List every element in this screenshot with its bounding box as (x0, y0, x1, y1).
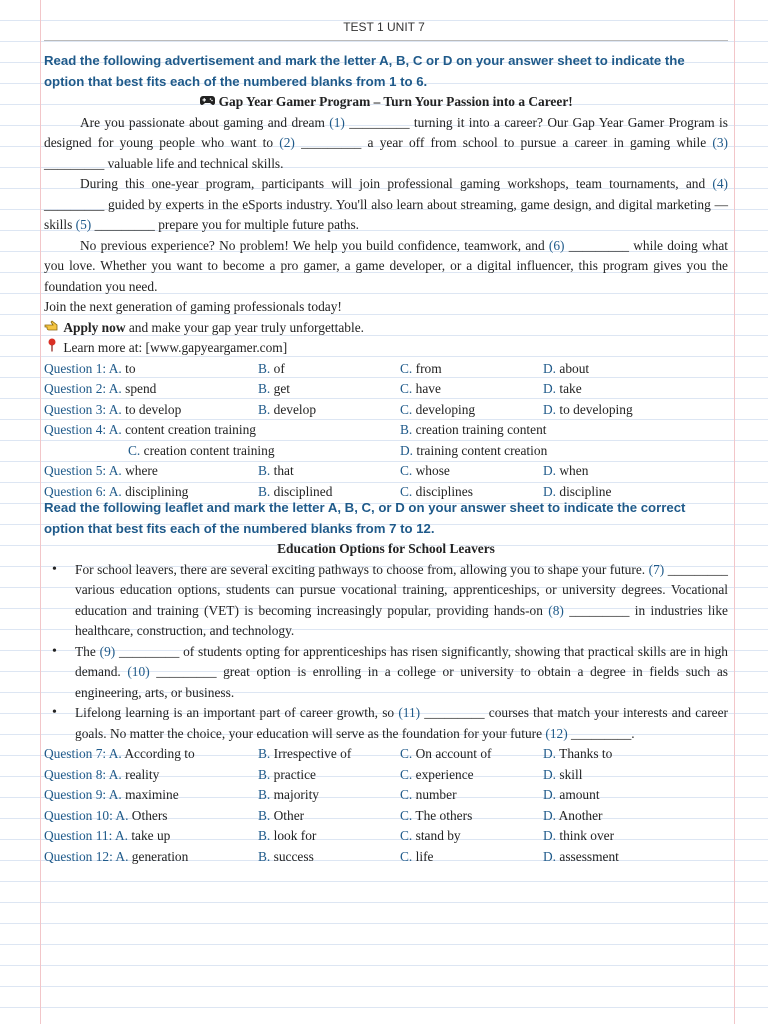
leaflet-bullet-3: • Lifelong learning is an important part of career growth, so (11) _________ courses that match your interests and career goals. No matter the choice, your education will serve as the foundation for your future (12) _________. (44, 703, 728, 744)
question-12: Question 12: A. generation B. success C. life D. assessment (44, 848, 619, 864)
blank-5: (5) (75, 217, 92, 232)
option-text: majority (270, 787, 319, 802)
blank-8: (8) (548, 602, 564, 618)
question-7: Question 7: A. According to B. Irrespective of C. On account of D. Thanks to (44, 746, 613, 761)
option-text: creation content training (140, 442, 275, 458)
option-text: when (556, 463, 589, 478)
header-divider (44, 40, 728, 41)
option-text: look for (270, 828, 317, 843)
question-1: Question 1: A. to B. of C. from D. about (44, 360, 590, 376)
question-2: Question 2: A. spend B. get C. have D. take (44, 381, 582, 396)
question-4: Question 4: A. content creation training B. creation training content (44, 422, 547, 437)
option-text: have (412, 381, 441, 396)
apply-line: Apply now and make your gap year truly unforgettable. (44, 318, 728, 339)
blank-2: (2) (279, 135, 295, 150)
option-text: training content creation (413, 442, 548, 458)
blank-7: (7) (648, 561, 665, 577)
blank-10: (10) (127, 664, 150, 679)
option-text: experience (412, 766, 474, 782)
option-text: amount (556, 787, 600, 802)
question-9: Question 9: A. maximine B. majority C. number D. amount (44, 787, 600, 802)
blank-1: (1) (329, 114, 345, 130)
option-text: Irrespective of (270, 746, 352, 761)
question-11: Question 11: A. take up B. look for C. stand by D. think over (44, 828, 615, 843)
advert-paragraph-3: No previous experience? No problem! We help you build confidence, teamwork, and (6) _________ while doing what you love. Whether you want to become a pro gamer, a game developer, or a digital influencer, this program gives you the foundation you need. (44, 237, 728, 294)
leaflet-bullet-1: • For school leavers, there are several exciting pathways to choose from, allowing you to shape your future. (7) _________ various education options, students can pursue vocational training, apprenticeships, or university degrees. Vocational education and training (VET) is becoming increasingly popular, providing hands-on (8) _________ in industries like healthcare, construction, and technology. (44, 560, 728, 642)
section2-questions (44, 744, 728, 867)
leaflet-title: Education Options for School Leavers (277, 541, 495, 556)
option-text: Another (556, 807, 603, 823)
pin-icon (44, 338, 60, 359)
option-text: spend (121, 381, 157, 396)
option-text: assessment (556, 848, 619, 864)
option-text: take up (127, 828, 171, 843)
option-text: disciplining (121, 483, 189, 499)
option-text: of (270, 360, 285, 376)
option-text: to develop (121, 401, 182, 417)
blank-9: (9) (99, 643, 116, 659)
blank-3: (3) (712, 135, 728, 150)
option-text: Others (128, 807, 168, 823)
advert-paragraph-1: Are you passionate about gaming and dream (1) _________ turning it into a career? Our Gap Year Gamer Program is designed for young people who want to (2) _________ a year off from school to pursue a career in gaming while (3) _________ valuable life and technical skills. (44, 114, 728, 171)
option-text: Other (270, 807, 305, 823)
option-text: Thanks to (556, 746, 613, 761)
learn-more-line: Learn more at: [www.gapyeargamer.com] (44, 338, 728, 359)
option-text: developing (412, 401, 476, 417)
join-line: Join the next generation of gaming professionals today! (44, 299, 342, 314)
option-text: stand by (412, 828, 461, 843)
option-text: success (270, 848, 314, 864)
option-text: discipline (556, 483, 612, 499)
option-text: practice (270, 766, 316, 782)
option-text: think over (556, 828, 615, 843)
option-text: take (556, 381, 582, 396)
section2-instruction: Read the following leaflet and mark the letter A, B, C, or D on your answer sheet to indicate the correct option that best fits each of the numbered blanks from 7 to 12. (44, 500, 686, 536)
page-header: TEST 1 UNIT 7 (343, 20, 425, 34)
leaflet-body (44, 560, 728, 745)
option-text: The others (412, 807, 473, 823)
option-text: maximine (121, 787, 179, 802)
option-text: content creation training (121, 422, 256, 437)
section1-instruction: Read the following advertisement and mark the letter A, B, C or D on your answer sheet to indicate the option that best fits each of the numbered blanks from 1 to 6. (44, 53, 685, 89)
content (44, 51, 728, 867)
section1-questions (44, 359, 728, 503)
option-text: disciplined (270, 483, 333, 499)
blank-6: (6) (548, 237, 565, 253)
blank-11: (11) (398, 705, 421, 720)
option-text: whose (412, 463, 450, 478)
option-text: reality (121, 766, 160, 782)
option-text: skill (556, 766, 583, 782)
option-text: life (412, 848, 434, 864)
leaflet-bullet-2: • The (9) _________ of students opting for apprenticeships has risen significantly, showing that practical skills are in high demand. (10) _________ great option is enrolling in a college or university to obtain a degree in fields such as engineering, arts, or business. (44, 642, 728, 704)
option-text: to developing (556, 401, 633, 417)
advert-body (44, 113, 728, 298)
advert-title: Gap Year Gamer Program – Turn Your Passion into a Career! (44, 92, 728, 113)
option-text: creation training content (412, 422, 547, 437)
question-10: Question 10: A. Others B. Other C. The others D. Another (44, 807, 603, 823)
option-text: generation (128, 848, 189, 864)
blank-12: (12) (545, 725, 568, 741)
option-text: disciplines (412, 483, 473, 499)
question-6: Question 6: A. disciplining B. disciplined C. disciplines D. discipline (44, 483, 612, 499)
option-text: According to (121, 746, 195, 761)
pointing-hand-icon (44, 318, 60, 339)
option-text: where (121, 463, 158, 478)
question-5: Question 5: A. where B. that C. whose D. when (44, 463, 589, 478)
option-text: develop (270, 401, 317, 417)
option-text: that (270, 463, 294, 478)
option-text: from (412, 360, 442, 376)
option-text: get (270, 381, 290, 396)
question-3: Question 3: A. to develop B. develop C. developing D. to developing (44, 401, 633, 417)
question-8: Question 8: A. reality B. practice C. experience D. skill (44, 766, 583, 782)
option-text: On account of (412, 746, 492, 761)
advert-paragraph-2: During this one-year program, participants will join professional gaming workshops, team tournaments, and (4) _________ guided by experts in the eSports industry. You'll also learn about streaming, game design, and digital marketing — skills (5) _________ prepare you for multiple future paths. (44, 176, 728, 232)
question-4-row2: C. creation content training D. training content creation (128, 442, 548, 458)
blank-4: (4) (712, 176, 728, 191)
gamepad-icon (199, 92, 215, 113)
option-text: number (412, 787, 457, 802)
option-text: to (121, 360, 136, 376)
option-text: about (556, 360, 590, 376)
